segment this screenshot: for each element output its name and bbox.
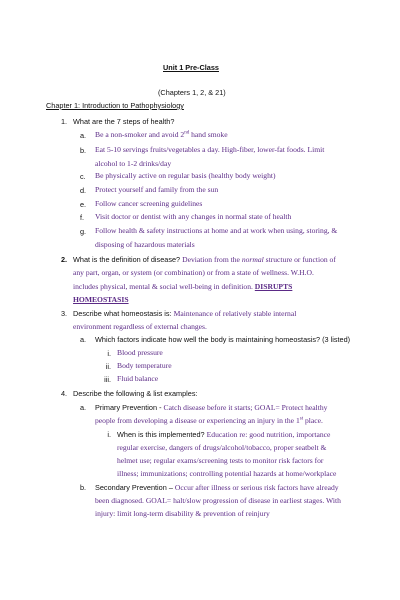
question-number: 2.: [61, 255, 68, 264]
list-marker: i.: [107, 430, 111, 439]
chapters-subtitle: (Chapters 1, 2, & 21): [158, 88, 226, 97]
question-text: Describe what homeostasis is: Maintenance of relatively stable internal: [73, 309, 297, 318]
answer-text: illness; immunizations; controlling potential hazards at home/workplace: [117, 469, 337, 478]
answer-text: Body temperature: [117, 361, 172, 370]
answer-text: Eat 5-10 servings fruits/vegetables a day. High-fiber, lower-fat foods. Limit: [95, 145, 325, 154]
question-text: Which factors indicate how well the body is maintaining homeostasis? (3 listed): [95, 335, 351, 344]
list-marker: i.: [107, 349, 111, 358]
answer-text: regular exercise, dangers of drugs/alcohol/tobacco, proper seatbelt &: [117, 443, 327, 452]
list-marker: f.: [80, 213, 85, 222]
list-marker: d.: [80, 186, 87, 195]
primary-prevention: Primary Prevention - Catch disease before it starts; GOAL= Protect healthy: [95, 403, 328, 412]
answer-text: Be physically active on regular basis (healthy body weight): [95, 171, 276, 180]
answer-text: Protect yourself and family from the sun: [95, 185, 219, 194]
answer-text: people from developing a disease or experiencing an injury in the 1st place.: [95, 416, 323, 425]
answer-text: disposing of hazardous materials: [95, 240, 195, 249]
implementation-question: When is this implemented? Education re: good nutrition, importance: [117, 430, 331, 439]
answer-text: Visit doctor or dentist with any changes in normal state of health: [95, 212, 292, 221]
answer-text: environment regardless of external changes.: [73, 322, 207, 331]
list-marker: iii.: [104, 375, 111, 384]
list-marker: b.: [80, 146, 87, 155]
list-marker: c.: [80, 172, 86, 181]
answer-text: Follow cancer screening guidelines: [95, 199, 203, 208]
chapter-heading: Chapter 1: Introduction to Pathophysiology: [46, 101, 184, 110]
question-number: 4.: [61, 389, 68, 398]
answer-text: any part, organ, or system (or combination) or from a state of wellness. W.H.O.: [73, 268, 314, 277]
answer-text: Follow health & safety instructions at home and at work when using, storing, &: [95, 226, 338, 235]
list-marker: a.: [80, 131, 87, 140]
secondary-prevention: Secondary Prevention – Occur after illness or serious risk factors have already: [95, 483, 339, 492]
list-marker: a.: [80, 335, 87, 344]
disrupts-link: DISRUPTS: [254, 282, 293, 291]
answer-text: Fluid balance: [117, 374, 159, 383]
list-marker: ii.: [105, 362, 111, 371]
question-text: What are the 7 steps of health?: [73, 117, 175, 126]
question-text: Describe the following & list examples:: [73, 389, 198, 398]
answer-text: alcohol to 1-2 drinks/day: [95, 159, 172, 168]
list-marker: a.: [80, 403, 87, 412]
document-title: Unit 1 Pre-Class: [163, 63, 219, 72]
list-marker: g.: [80, 227, 87, 236]
list-marker: e.: [80, 200, 87, 209]
answer-text: helmet use; regular exams/screening tests to monitor risk factors for: [117, 456, 324, 465]
answer-text: injury: limit long-term disability & prevention of reinjury: [95, 509, 270, 518]
list-marker: b.: [80, 483, 87, 492]
answer-text: Be a non-smoker and avoid 2nd hand smoke: [95, 130, 228, 139]
question-text: What is the definition of disease? Deviation from the normal structure or function of: [73, 255, 336, 264]
answer-text: Blood pressure: [117, 348, 163, 357]
homeostasis-link: HOMEOSTASIS: [73, 295, 129, 304]
question-number: 1.: [61, 117, 68, 126]
answer-text: includes physical, mental & social well-being in definition. DISRUPTS: [73, 282, 293, 291]
answer-text: been diagnosed. GOAL= halt/slow progression of disease in earliest stages. With: [95, 496, 341, 505]
question-number: 3.: [61, 309, 68, 318]
